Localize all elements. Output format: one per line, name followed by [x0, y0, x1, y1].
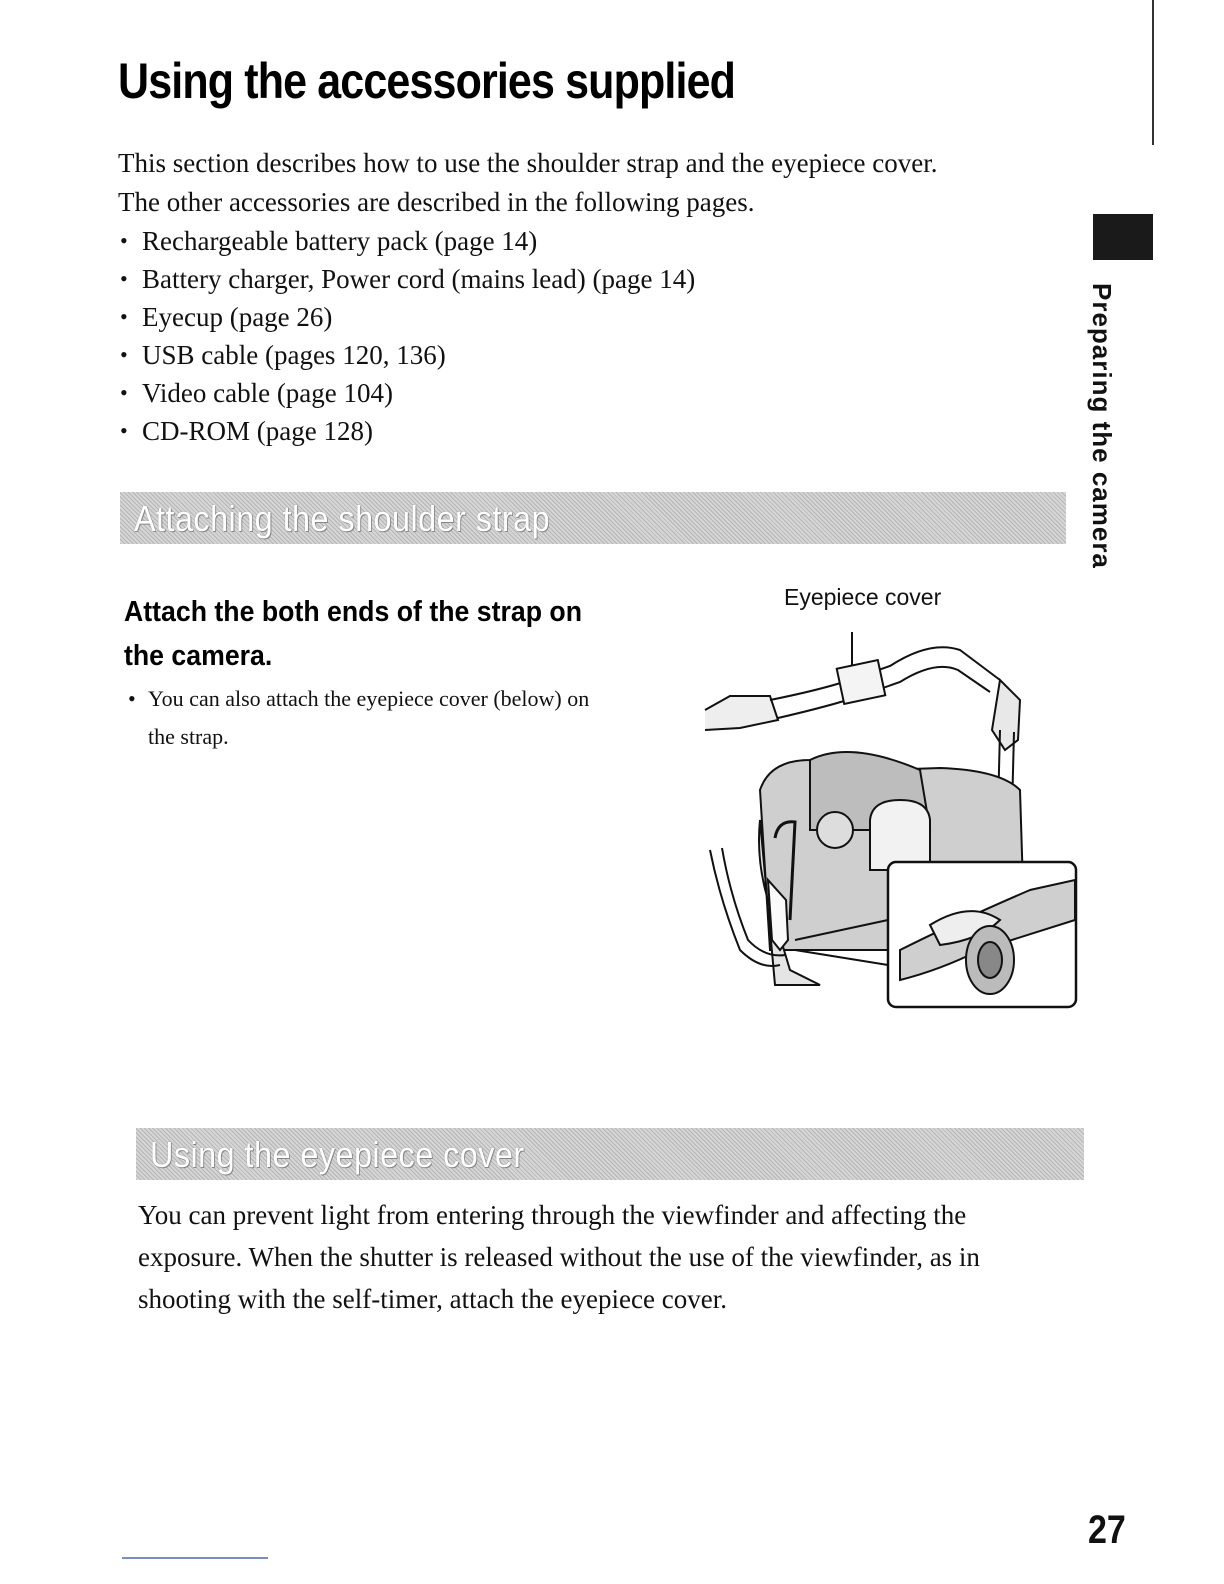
step-title: Attach the both ends of the strap on the camera. [124, 596, 583, 672]
list-item: • Video cable (page 104) [118, 374, 1078, 412]
section-heading-strap: Attaching the shoulder strap [134, 498, 551, 539]
page-number: 27 [1088, 1508, 1126, 1552]
list-item: • CD-ROM (page 128) [118, 412, 1078, 450]
list-item: • Eyecup (page 26) [118, 298, 1078, 336]
step-note: • You can also attach the eyepiece cover (below) on the strap. [128, 680, 608, 756]
eyepiece-cover-callout: Eyepiece cover [784, 584, 942, 610]
intro-section [118, 144, 1078, 450]
intro-line-1: This section describes how to use the shoulder strap and the eyepiece cover. [118, 148, 938, 178]
page-edge-line [1152, 0, 1154, 145]
intro-line-2: The other accessories are described in the following pages. [118, 187, 755, 217]
list-item: • USB cable (pages 120, 136) [118, 336, 1078, 374]
chapter-side-tab: Preparing the camera [1087, 283, 1117, 569]
footer-rule [122, 1557, 268, 1559]
chapter-marker-block [1093, 214, 1153, 260]
list-item: • Battery charger, Power cord (mains lead) (page 14) [118, 260, 1078, 298]
camera-strap-illustration [700, 620, 1090, 1015]
list-item: • Rechargeable battery pack (page 14) [118, 222, 1078, 260]
page-title: Using the accessories supplied [118, 53, 736, 109]
accessory-list [118, 222, 1078, 450]
step-note-list [128, 680, 608, 756]
section-heading-bar-eyepiece [136, 1128, 1084, 1180]
section-heading-bar-strap [120, 492, 1066, 544]
eyepiece-body-text: You can prevent light from entering through the viewfinder and affecting the exposure. When the shutter is released without the use of the viewfinder, as in shooting with the self-timer, attach the eyepiece cover. [138, 1200, 980, 1314]
section-heading-eyepiece: Using the eyepiece cover [150, 1134, 525, 1175]
